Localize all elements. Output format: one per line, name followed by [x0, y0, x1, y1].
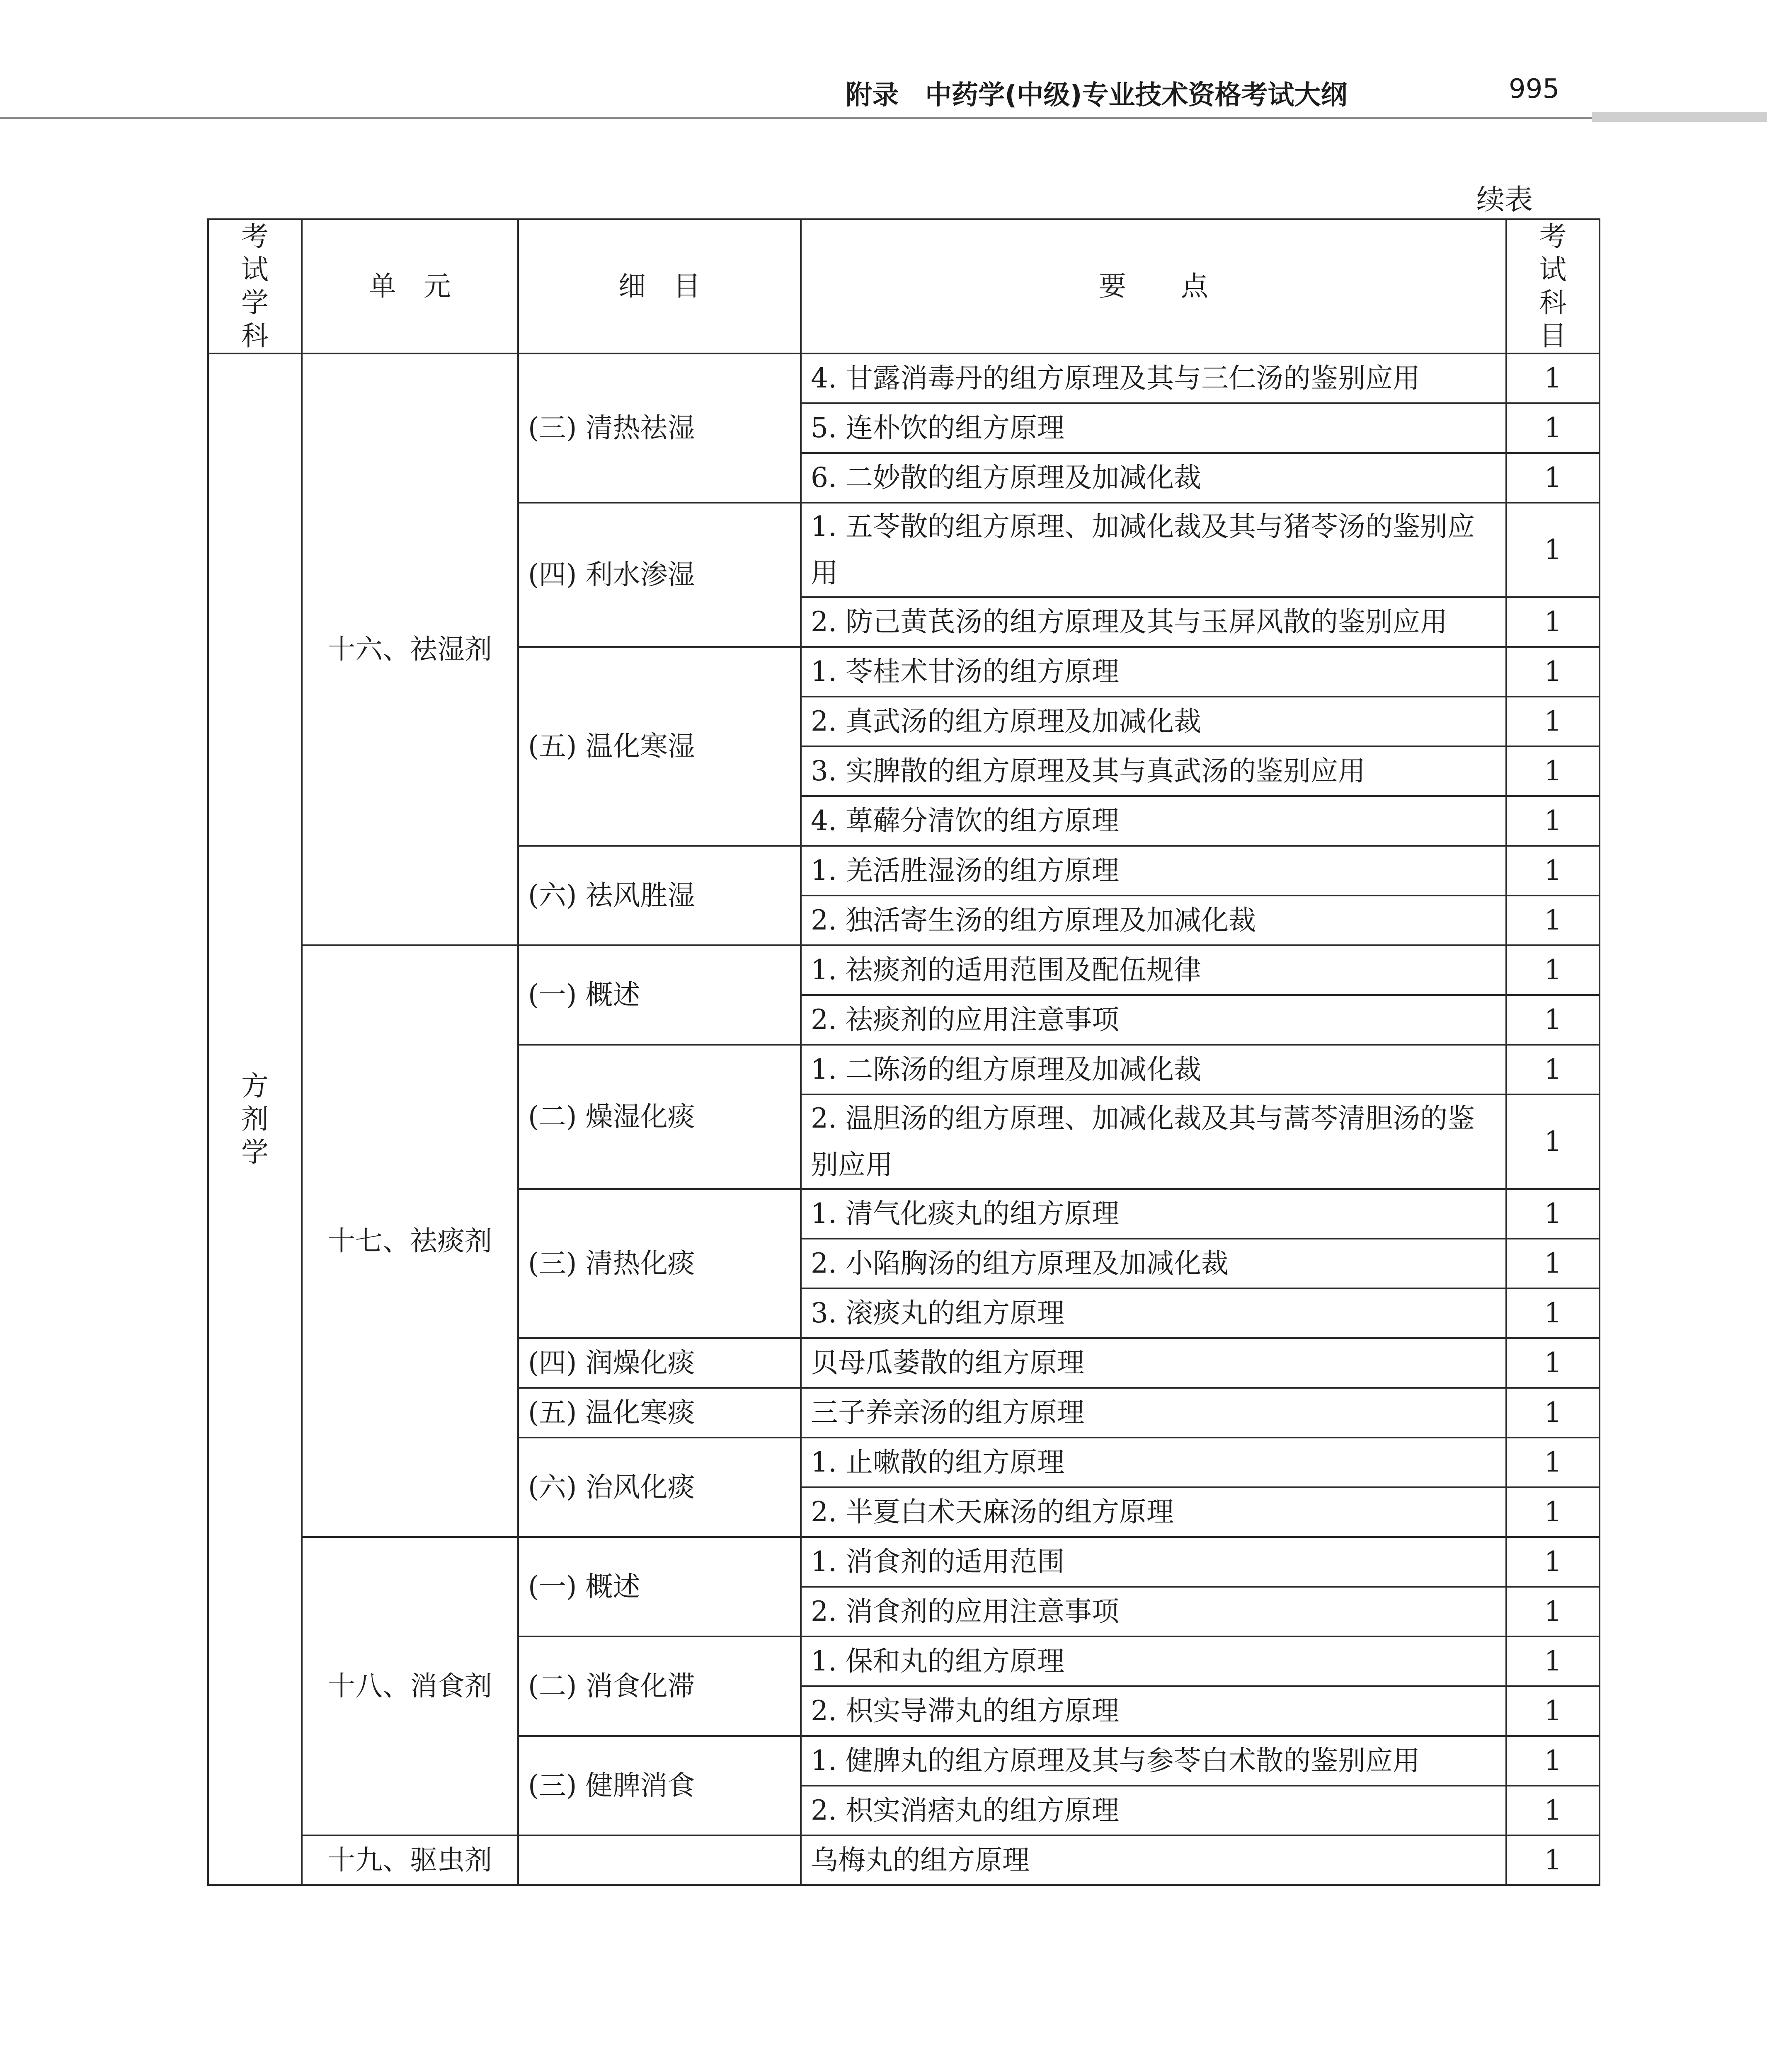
point-cell: 1. 二陈汤的组方原理及加减化裁: [801, 1045, 1506, 1094]
exam-subject-cell: 1: [1506, 1686, 1600, 1736]
exam-subject-cell: 1: [1506, 403, 1600, 453]
exam-subject-cell: 1: [1506, 597, 1600, 647]
point-cell: 贝母瓜蒌散的组方原理: [801, 1338, 1506, 1388]
running-header-title: 附录 中药学(中级)专业技术资格考试大纲: [846, 80, 1348, 111]
header-exam-subject: 考试科目: [1506, 219, 1600, 353]
point-cell: 1. 祛痰剂的适用范围及配伍规律: [801, 945, 1506, 995]
point-cell: 3. 实脾散的组方原理及其与真武汤的鉴别应用: [801, 746, 1506, 796]
table-row: [208, 1835, 1600, 1885]
point-cell: 1. 五苓散的组方原理、加减化裁及其与猪苓汤的鉴别应用: [801, 503, 1506, 597]
item-cell: (三) 清热祛湿: [518, 353, 801, 503]
exam-subject-cell: 1: [1506, 1094, 1600, 1189]
point-cell: 1. 保和丸的组方原理: [801, 1636, 1506, 1686]
item-cell: (四) 润燥化痰: [518, 1338, 801, 1388]
exam-subject-cell: 1: [1506, 1487, 1600, 1537]
item-cell: (六) 祛风胜湿: [518, 846, 801, 945]
exam-subject-cell: 1: [1506, 746, 1600, 796]
point-cell: 2. 消食剂的应用注意事项: [801, 1587, 1506, 1636]
unit-cell: 十九、驱虫剂: [302, 1835, 518, 1885]
exam-subject-cell: 1: [1506, 453, 1600, 503]
header-item: 细 目: [518, 219, 801, 353]
point-cell: 三子养亲汤的组方原理: [801, 1388, 1506, 1438]
point-cell: 1. 健脾丸的组方原理及其与参苓白术散的鉴别应用: [801, 1736, 1506, 1786]
exam-subject-cell: 1: [1506, 995, 1600, 1045]
exam-subject-cell: 1: [1506, 1537, 1600, 1587]
point-cell: 4. 甘露消毒丹的组方原理及其与三仁汤的鉴别应用: [801, 353, 1506, 403]
exam-subject-cell: 1: [1506, 846, 1600, 896]
exam-subject-cell: 1: [1506, 1636, 1600, 1686]
table-row: [208, 945, 1600, 995]
page-number: 995: [1509, 74, 1560, 104]
exam-subject-cell: 1: [1506, 945, 1600, 995]
exam-subject-cell: 1: [1506, 1835, 1600, 1885]
header-gray-bar: [1592, 112, 1767, 122]
item-cell: (六) 治风化痰: [518, 1438, 801, 1537]
item-cell: [518, 1835, 801, 1885]
header-unit: 单 元: [302, 219, 518, 353]
point-cell: 2. 真武汤的组方原理及加减化裁: [801, 697, 1506, 746]
exam-subject-cell: 1: [1506, 1239, 1600, 1288]
exam-subject-cell: 1: [1506, 647, 1600, 697]
syllabus-table: [207, 218, 1600, 1886]
item-cell: (三) 健脾消食: [518, 1736, 801, 1835]
header-subject: 考试学科: [208, 219, 302, 353]
point-cell: 3. 滚痰丸的组方原理: [801, 1288, 1506, 1338]
exam-subject-cell: 1: [1506, 1587, 1600, 1636]
unit-cell: 十七、祛痰剂: [302, 945, 518, 1537]
exam-subject-cell: 1: [1506, 503, 1600, 597]
exam-subject-cell: 1: [1506, 1786, 1600, 1835]
table-header-row: [208, 219, 1600, 353]
table-row: [208, 1537, 1600, 1587]
item-cell: (一) 概述: [518, 1537, 801, 1636]
point-cell: 1. 苓桂术甘汤的组方原理: [801, 647, 1506, 697]
unit-cell: 十八、消食剂: [302, 1537, 518, 1835]
point-cell: 2. 防己黄芪汤的组方原理及其与玉屏风散的鉴别应用: [801, 597, 1506, 647]
exam-subject-cell: 1: [1506, 896, 1600, 945]
point-cell: 2. 独活寄生汤的组方原理及加减化裁: [801, 896, 1506, 945]
table-row: [208, 353, 1600, 403]
point-cell: 2. 半夏白术天麻汤的组方原理: [801, 1487, 1506, 1537]
item-cell: (五) 温化寒痰: [518, 1388, 801, 1438]
exam-subject-cell: 1: [1506, 1438, 1600, 1487]
item-cell: (一) 概述: [518, 945, 801, 1045]
exam-subject-cell: 1: [1506, 1045, 1600, 1094]
point-cell: 6. 二妙散的组方原理及加减化裁: [801, 453, 1506, 503]
item-cell: (三) 清热化痰: [518, 1189, 801, 1338]
point-cell: 1. 清气化痰丸的组方原理: [801, 1189, 1506, 1239]
point-cell: 4. 萆薢分清饮的组方原理: [801, 796, 1506, 846]
header-rule: [0, 117, 1592, 119]
exam-subject-cell: 1: [1506, 353, 1600, 403]
point-cell: 2. 温胆汤的组方原理、加减化裁及其与蒿芩清胆汤的鉴别应用: [801, 1094, 1506, 1189]
point-cell: 乌梅丸的组方原理: [801, 1835, 1506, 1885]
point-cell: 2. 枳实消痞丸的组方原理: [801, 1786, 1506, 1835]
point-cell: 1. 消食剂的适用范围: [801, 1537, 1506, 1587]
header-points: 要 点: [801, 219, 1506, 353]
point-cell: 2. 祛痰剂的应用注意事项: [801, 995, 1506, 1045]
exam-subject-cell: 1: [1506, 1338, 1600, 1388]
item-cell: (二) 燥湿化痰: [518, 1045, 801, 1189]
point-cell: 5. 连朴饮的组方原理: [801, 403, 1506, 453]
exam-subject-cell: 1: [1506, 697, 1600, 746]
point-cell: 1. 羌活胜湿汤的组方原理: [801, 846, 1506, 896]
item-cell: (二) 消食化滞: [518, 1636, 801, 1736]
exam-subject-cell: 1: [1506, 1288, 1600, 1338]
continued-table-label: 续表: [1476, 184, 1533, 216]
point-cell: 2. 小陷胸汤的组方原理及加减化裁: [801, 1239, 1506, 1288]
item-cell: (五) 温化寒湿: [518, 647, 801, 846]
point-cell: 2. 枳实导滞丸的组方原理: [801, 1686, 1506, 1736]
unit-cell: 十六、祛湿剂: [302, 353, 518, 945]
exam-subject-cell: 1: [1506, 796, 1600, 846]
exam-subject-cell: 1: [1506, 1189, 1600, 1239]
subject-cell: 方剂学: [208, 353, 302, 1885]
item-cell: (四) 利水渗湿: [518, 503, 801, 647]
exam-subject-cell: 1: [1506, 1736, 1600, 1786]
exam-subject-cell: 1: [1506, 1388, 1600, 1438]
point-cell: 1. 止嗽散的组方原理: [801, 1438, 1506, 1487]
